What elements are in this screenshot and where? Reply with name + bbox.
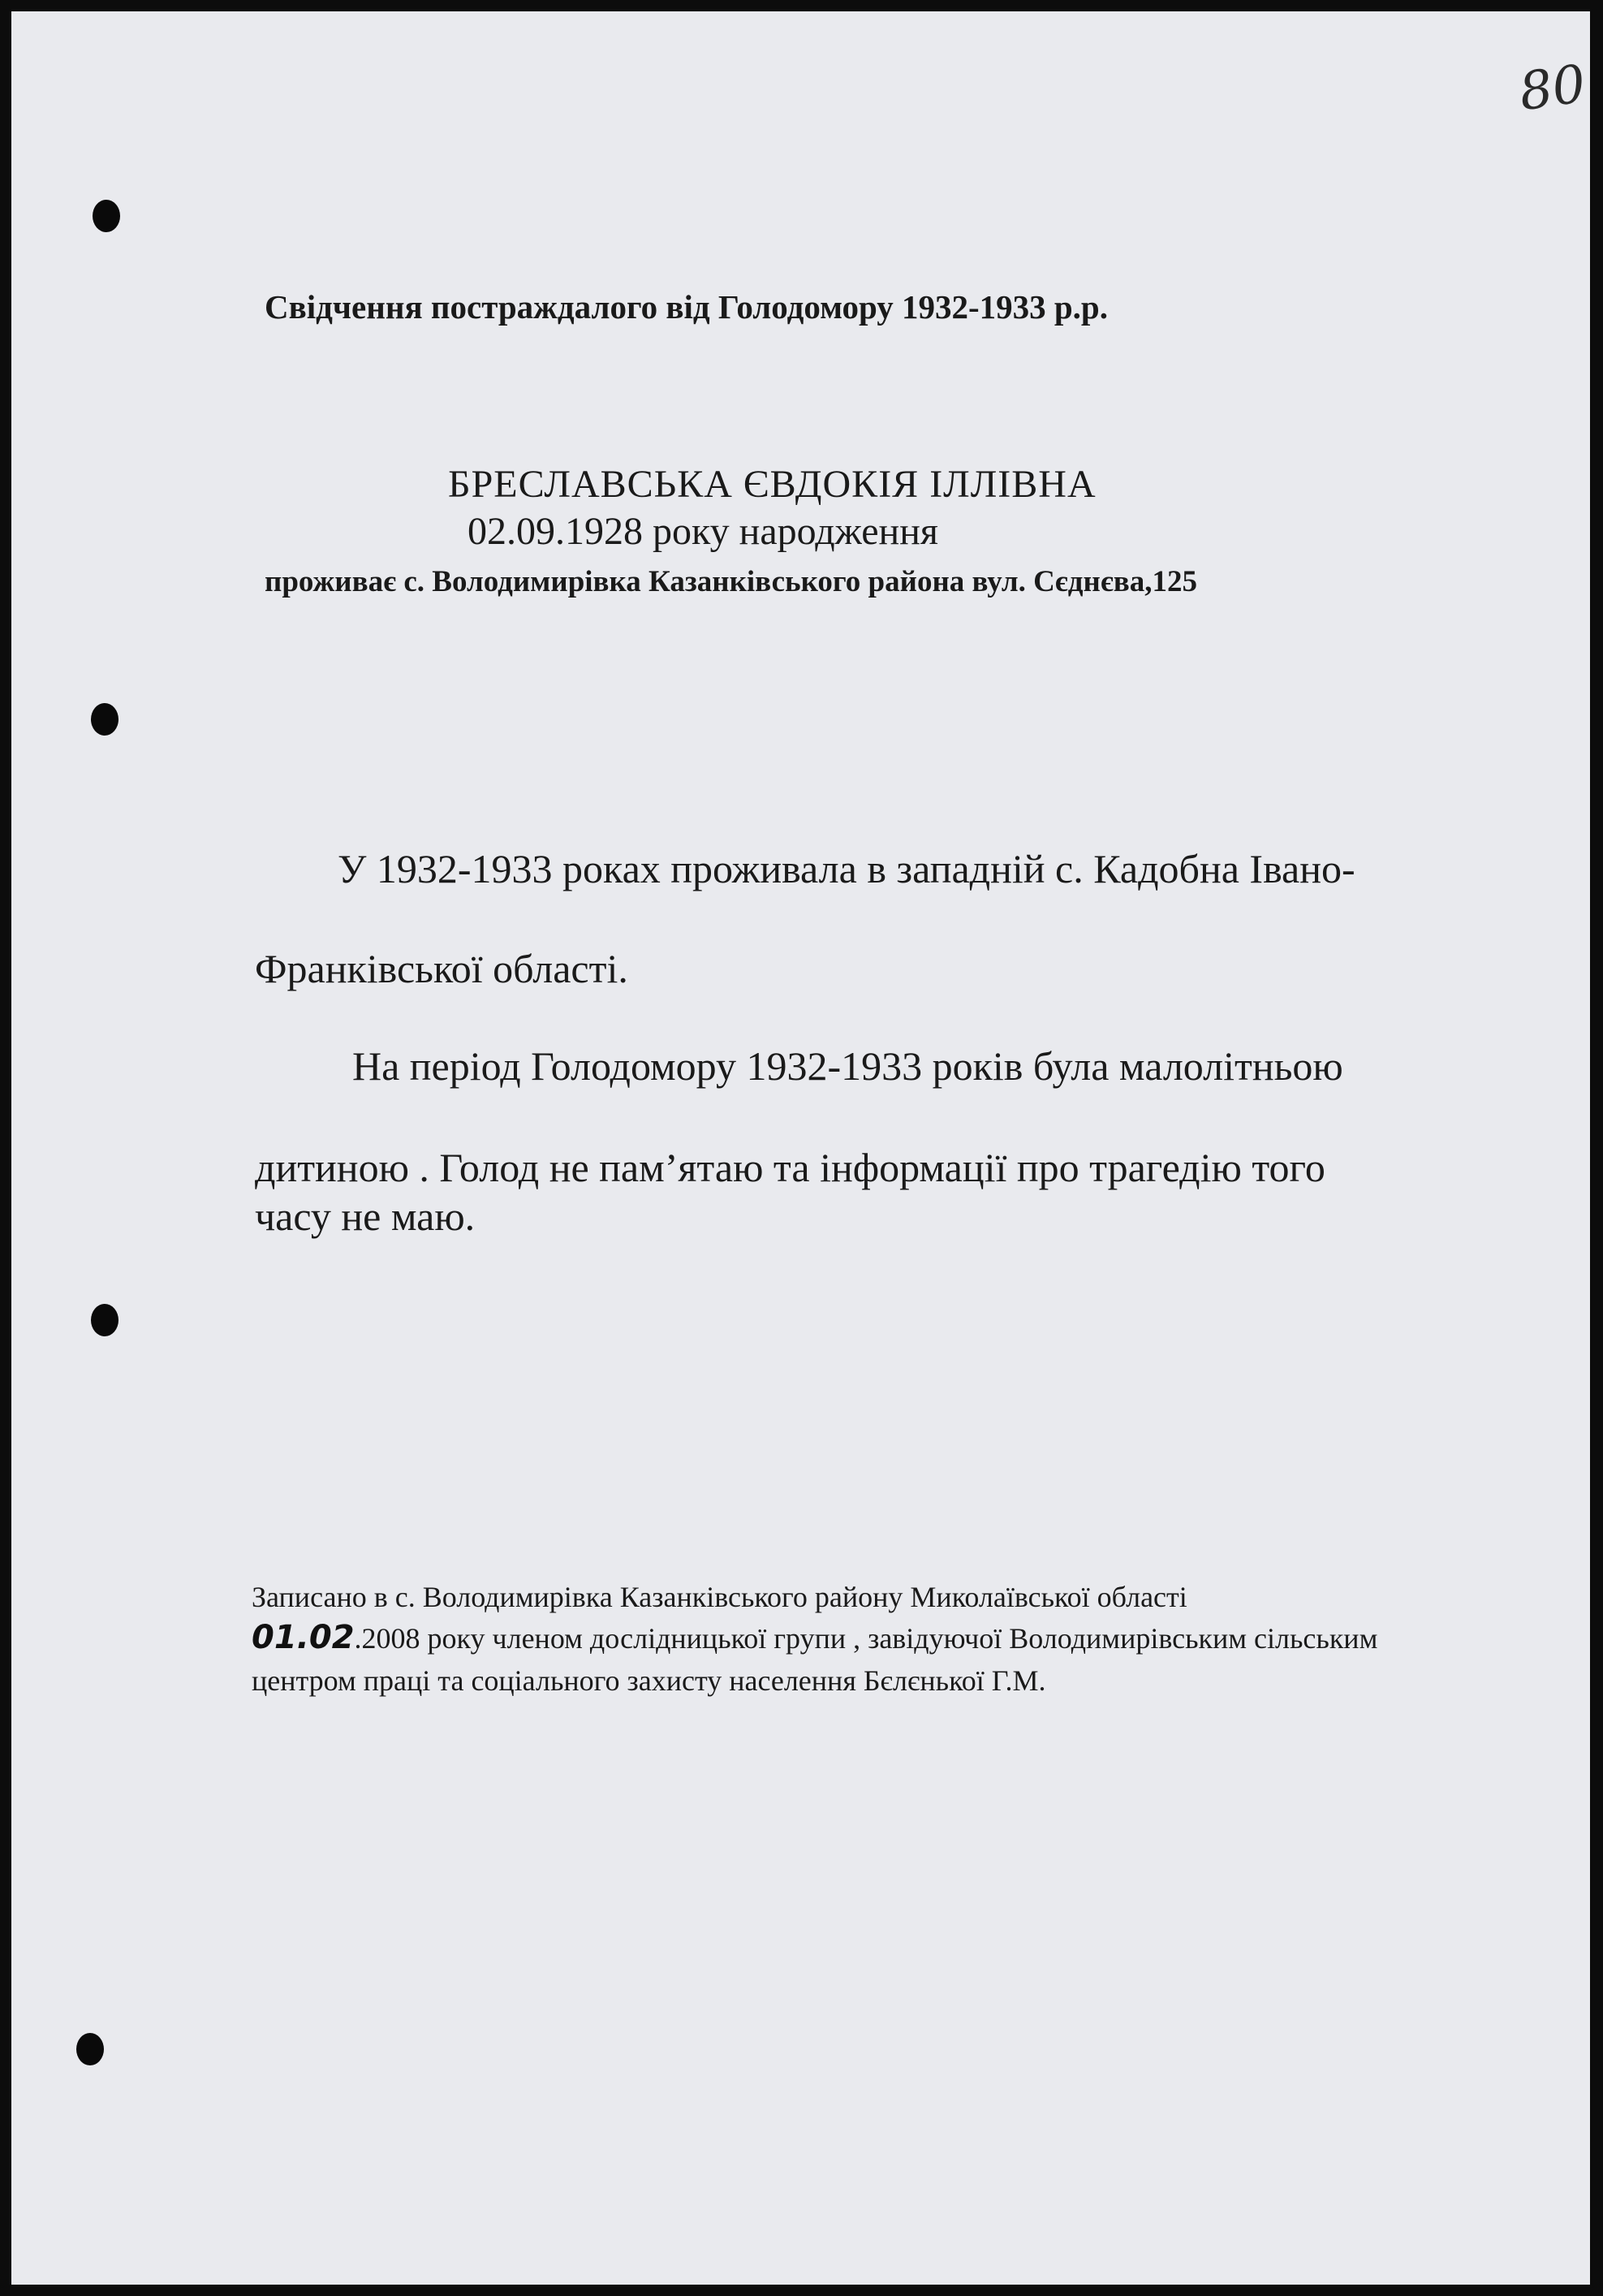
- subject-birth: 02.09.1928 року народження: [468, 510, 938, 553]
- handwritten-date: 01.02: [252, 1619, 355, 1656]
- document-heading: Свідчення постраждалого від Голодомору 1932-1933 р.р.: [265, 288, 1108, 326]
- body-paragraph-1-line-1: У 1932-1933 роках проживала в западній с. Кадобна Івано-: [338, 846, 1355, 891]
- subject-address: проживає с. Володимирівка Казанківського района вул. Сєднєва,125: [265, 565, 1198, 598]
- document-page: [11, 11, 1590, 2285]
- punch-hole: [91, 1304, 119, 1336]
- footer-line-2-text: .2008 року членом дослідницької групи , завідуючої Володимирівським сільським: [354, 1622, 1378, 1655]
- punch-hole: [91, 703, 119, 736]
- body-paragraph-2-line-3: часу не маю.: [255, 1193, 476, 1239]
- footer-line-2: [252, 1619, 1377, 1656]
- footer-line-3: центром праці та соціального захисту населення Бєлєнької Г.М.: [252, 1664, 1046, 1697]
- punch-hole: [93, 200, 120, 232]
- subject-name: БРЕСЛАВСЬКА ЄВДОКІЯ ІЛЛІВНА: [448, 463, 1097, 506]
- punch-hole: [76, 2033, 104, 2065]
- body-paragraph-1-line-2: Франківської області.: [255, 946, 628, 991]
- body-paragraph-2-line-1: На період Голодомору 1932-1933 років була малолітньою: [352, 1043, 1343, 1089]
- body-paragraph-2-line-2: дитиною . Голод не пам’ятаю та інформації про трагедію того: [255, 1145, 1325, 1190]
- footer-line-1: Записано в с. Володимирівка Казанківського району Миколаївської області: [252, 1581, 1187, 1613]
- page-number: 80: [1515, 54, 1590, 123]
